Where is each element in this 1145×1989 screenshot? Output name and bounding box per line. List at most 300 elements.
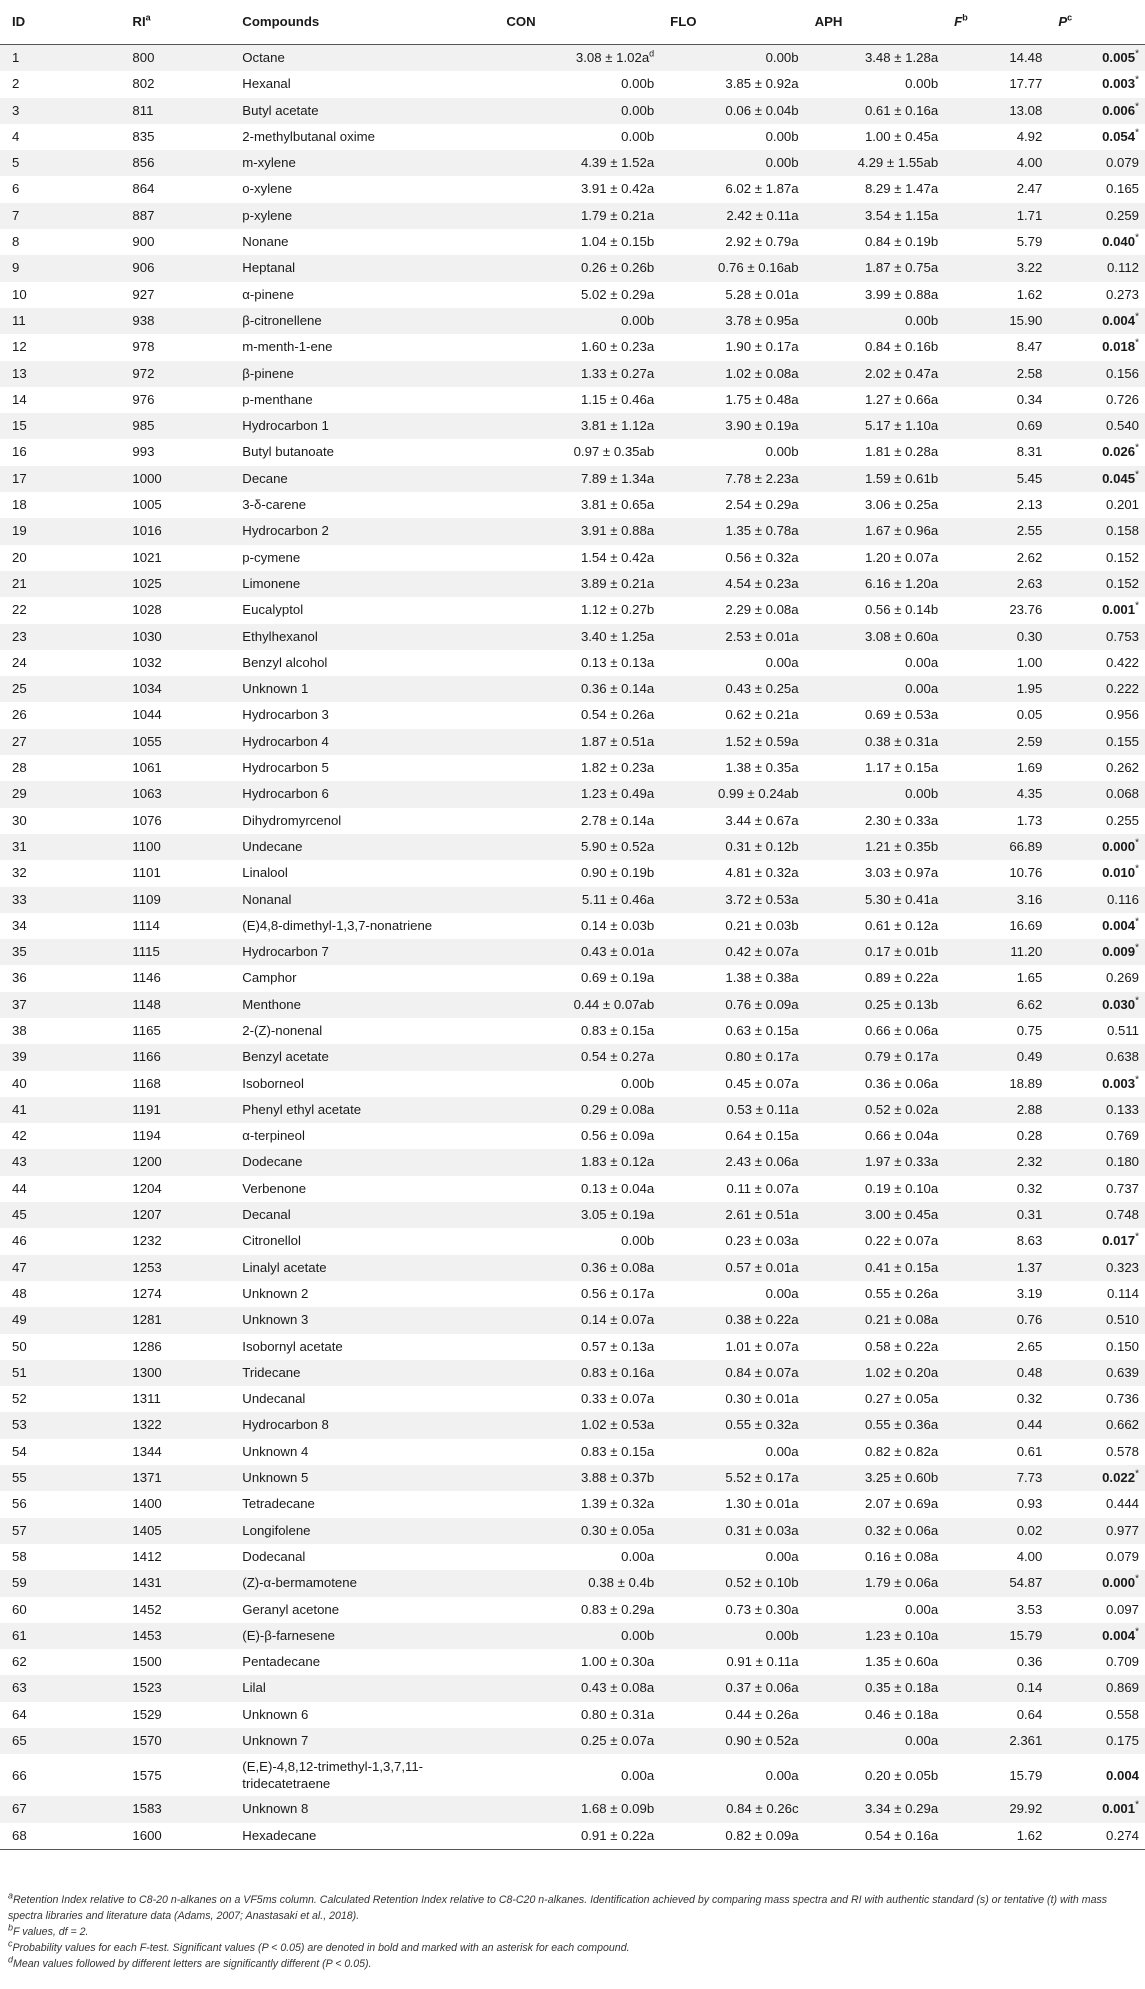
- significance-asterisk: *: [1135, 101, 1139, 113]
- cell-ri: 1025: [82, 571, 234, 597]
- cell-aph: 0.54 ± 0.16a: [807, 1823, 947, 1850]
- cell-aph: 0.55 ± 0.36a: [807, 1412, 947, 1438]
- cell-f: 2.47: [1016, 181, 1043, 197]
- table-row: [0, 124, 1145, 150]
- cell-ri: 1146: [132, 970, 161, 986]
- cell-f: 13.08: [946, 98, 1050, 124]
- cell-f: 3.19: [1016, 1285, 1043, 1301]
- significance-asterisk: *: [1135, 600, 1139, 612]
- cell-flo: 0.63 ± 0.15a: [725, 1022, 799, 1038]
- cell-id: 17: [0, 466, 82, 492]
- cell-compound: Isoborneol: [242, 1075, 304, 1091]
- cell-flo: 0.00b: [662, 45, 806, 72]
- cell-con: 0.91 ± 0.22a: [498, 1823, 662, 1850]
- cell-p: 0.054*: [1102, 127, 1139, 144]
- cell-flo: 2.61 ± 0.51a: [662, 1202, 806, 1228]
- cell-aph: 0.84 ± 0.16b: [864, 339, 939, 355]
- table-row: [0, 1412, 1145, 1438]
- cell-id: 52: [12, 1391, 27, 1407]
- cell-compound: Geranyl acetone: [242, 1601, 340, 1617]
- cell-con: 0.56 ± 0.17a: [580, 1285, 655, 1301]
- cell-p: 0.026*: [1102, 443, 1139, 460]
- header-p: $P^c$: [1050, 0, 1145, 45]
- table-row: [0, 150, 1145, 176]
- header-compounds: Compounds: [234, 0, 498, 45]
- table-row: [0, 1728, 1145, 1754]
- cell-id: 15: [0, 413, 82, 439]
- cell-id: 40: [12, 1075, 27, 1091]
- cell-id: 7: [0, 203, 82, 229]
- cell-id: 41: [0, 1097, 82, 1123]
- cell-compound: 3-δ-carene: [242, 497, 307, 513]
- cell-p: 0.422: [1105, 654, 1139, 670]
- cell-id: 35: [0, 939, 82, 965]
- cell-con: 5.11 ± 0.46a: [498, 887, 662, 913]
- cell-ri: 1529: [132, 1706, 162, 1722]
- cell-flo: 0.31 ± 0.03a: [662, 1518, 806, 1544]
- cell-ri: 1168: [132, 1075, 161, 1091]
- table-row: [0, 1465, 1145, 1491]
- cell-compound: Butyl butanoate: [242, 444, 334, 460]
- cell-p: 0.180: [1050, 1149, 1145, 1175]
- cell-f: 6.62: [946, 992, 1050, 1018]
- cell-ri: 1076: [132, 812, 162, 828]
- cell-p: 0.222: [1050, 676, 1145, 702]
- cell-ri: 1044: [132, 707, 162, 723]
- cell-con: 0.54 ± 0.27a: [498, 1044, 662, 1070]
- cell-compound: Camphor: [242, 970, 297, 986]
- cell-compound: Unknown 2: [242, 1285, 309, 1301]
- cell-p: 0.030*: [1050, 992, 1145, 1018]
- cell-aph: 2.02 ± 0.47a: [807, 361, 947, 387]
- significance-asterisk: *: [1135, 127, 1139, 139]
- cell-ri: 1028: [132, 602, 162, 618]
- cell-f: 11.20: [946, 939, 1050, 965]
- cell-aph: 5.30 ± 0.41a: [807, 887, 947, 913]
- cell-compound: β-pinene: [234, 361, 498, 387]
- table-row: [0, 781, 1145, 807]
- cell-compound: Dodecane: [234, 1149, 498, 1175]
- table-row: [0, 965, 1145, 991]
- table-row: [0, 676, 1145, 702]
- cell-p: 0.737: [1105, 1180, 1139, 1196]
- cell-con: 0.33 ± 0.07a: [580, 1391, 655, 1407]
- cell-ri: 856: [82, 150, 234, 176]
- cell-f: 1.00: [1016, 654, 1043, 670]
- cell-p: 0.753: [1050, 624, 1145, 650]
- cell-f: 0.14: [946, 1675, 1050, 1701]
- cell-ri: 1115: [82, 939, 234, 965]
- table-row: [0, 71, 1145, 97]
- cell-p: 0.022*: [1050, 1465, 1145, 1491]
- cell-con: 0.38 ± 0.4b: [498, 1570, 662, 1596]
- cell-compound: Dodecanal: [242, 1548, 306, 1564]
- cell-ri: 1274: [132, 1285, 162, 1301]
- cell-flo: 0.64 ± 0.15a: [725, 1128, 799, 1144]
- cell-compound: Verbenone: [242, 1180, 307, 1196]
- significance-asterisk: *: [1135, 337, 1139, 349]
- cell-f: 0.31: [946, 1202, 1050, 1228]
- cell-flo: 0.56 ± 0.32a: [725, 549, 799, 565]
- cell-f: 0.30: [946, 624, 1050, 650]
- cell-con: 1.60 ± 0.23a: [580, 339, 655, 355]
- cell-f: 0.28: [1016, 1128, 1043, 1144]
- cell-con: 3.88 ± 0.37b: [498, 1465, 662, 1491]
- cell-f: 0.93: [1016, 1496, 1043, 1512]
- cell-aph: 0.00a: [905, 654, 939, 670]
- table-row: [0, 1518, 1145, 1544]
- cell-compound: o-xylene: [242, 181, 293, 197]
- cell-con: 1.00 ± 0.30a: [580, 1654, 655, 1670]
- cell-id: 26: [12, 707, 27, 723]
- cell-flo: 0.99 ± 0.24ab: [662, 781, 806, 807]
- cell-p: 0.017*: [1102, 1231, 1139, 1249]
- cell-compound: (E)4,8-dimethyl-1,3,7-nonatriene: [242, 917, 433, 933]
- cell-id: 37: [0, 992, 82, 1018]
- cell-flo: 0.00a: [765, 654, 799, 670]
- cell-f: 2.63: [946, 571, 1050, 597]
- table-row: [0, 887, 1145, 913]
- header-flo: FLO: [662, 0, 806, 45]
- cell-ri: 1005: [132, 497, 162, 513]
- header-ri: $RI^a$: [82, 0, 234, 45]
- cell-compound: Unknown 8: [234, 1796, 498, 1822]
- table-row: [0, 1123, 1145, 1149]
- cell-compound: Hydrocarbon 7: [234, 939, 498, 965]
- cell-id: 54: [12, 1443, 27, 1459]
- cell-id: 5: [0, 150, 82, 176]
- cell-con: 0.00b: [621, 76, 655, 92]
- cell-f: 14.48: [946, 45, 1050, 72]
- cell-p: 0.004*: [1102, 916, 1139, 933]
- table-row: [0, 1491, 1145, 1517]
- cell-f: 0.75: [1016, 1022, 1043, 1038]
- cell-ri: 1253: [82, 1255, 234, 1281]
- cell-ri: 1311: [132, 1391, 161, 1407]
- cell-ri: 1200: [82, 1149, 234, 1175]
- cell-p: 0.662: [1050, 1412, 1145, 1438]
- cell-id: 38: [12, 1022, 27, 1038]
- table-row: [0, 1202, 1145, 1228]
- cell-aph: 0.89 ± 0.22a: [864, 970, 939, 986]
- cell-f: 0.02: [946, 1518, 1050, 1544]
- cell-aph: 0.66 ± 0.04a: [864, 1128, 939, 1144]
- cell-id: 49: [0, 1307, 82, 1333]
- cell-aph: 1.20 ± 0.07a: [864, 549, 939, 565]
- cell-flo: 3.90 ± 0.19a: [662, 413, 806, 439]
- cell-p: 0.018*: [1102, 337, 1139, 355]
- cell-f: 2.88: [946, 1097, 1050, 1123]
- cell-aph: 0.22 ± 0.07a: [864, 1233, 939, 1249]
- cell-flo: 1.38 ± 0.38a: [725, 970, 799, 986]
- cell-ri: 900: [132, 234, 155, 250]
- table-row: [0, 1823, 1145, 1850]
- cell-compound: Hydrocarbon 8: [234, 1412, 498, 1438]
- cell-flo: 0.43 ± 0.25a: [662, 676, 806, 702]
- table-row: [0, 1597, 1145, 1623]
- table-row: [0, 282, 1145, 308]
- cell-p: 0.152: [1105, 549, 1139, 565]
- cell-ri: 1583: [82, 1796, 234, 1822]
- cell-flo: 2.29 ± 0.08a: [725, 602, 799, 618]
- cell-con: 1.33 ± 0.27a: [498, 361, 662, 387]
- table-row: [0, 1281, 1145, 1307]
- cell-compound: β-citronellene: [234, 308, 498, 334]
- cell-id: 30: [12, 812, 27, 828]
- cell-f: 66.89: [946, 834, 1050, 860]
- cell-ri: 978: [132, 339, 155, 355]
- cell-compound: Menthone: [234, 992, 498, 1018]
- table-row: [0, 334, 1145, 360]
- table-row: [0, 597, 1145, 623]
- cell-p: 0.444: [1105, 1496, 1139, 1512]
- cell-aph: 0.36 ± 0.06a: [864, 1075, 939, 1091]
- cell-p: 0.068: [1050, 781, 1145, 807]
- table-row: [0, 1255, 1145, 1281]
- cell-p: 0.709: [1105, 1654, 1139, 1670]
- cell-con: 0.00b: [621, 1233, 655, 1249]
- cell-flo: 1.01 ± 0.07a: [725, 1338, 799, 1354]
- cell-f: 0.61: [1016, 1443, 1043, 1459]
- cell-f: 0.69: [946, 413, 1050, 439]
- table-row: [0, 1675, 1145, 1701]
- table-row: [0, 1228, 1145, 1254]
- cell-aph: 0.61 ± 0.12a: [864, 917, 939, 933]
- cell-p: 0.273: [1105, 286, 1139, 302]
- cell-ri: 1281: [82, 1307, 234, 1333]
- cell-flo: 0.00a: [765, 1767, 799, 1783]
- cell-p: 0.097: [1105, 1601, 1139, 1617]
- cell-flo: 0.38 ± 0.22a: [662, 1307, 806, 1333]
- table-row: [0, 1386, 1145, 1412]
- cell-aph: 3.48 ± 1.28a: [807, 45, 947, 72]
- cell-flo: 0.90 ± 0.52a: [662, 1728, 806, 1754]
- cell-id: 13: [0, 361, 82, 387]
- cell-con: 3.05 ± 0.19a: [498, 1202, 662, 1228]
- cell-id: 50: [12, 1338, 27, 1354]
- cell-con: 1.79 ± 0.21a: [498, 203, 662, 229]
- table-row: [0, 229, 1145, 255]
- cell-flo: 0.45 ± 0.07a: [725, 1075, 799, 1091]
- cell-con: 0.36 ± 0.08a: [498, 1255, 662, 1281]
- cell-flo: 0.37 ± 0.06a: [662, 1675, 806, 1701]
- cell-ri: 887: [82, 203, 234, 229]
- cell-con: 7.89 ± 1.34a: [498, 466, 662, 492]
- cell-id: 39: [0, 1044, 82, 1070]
- cell-p: 0.510: [1050, 1307, 1145, 1333]
- cell-ri: 1286: [132, 1338, 162, 1354]
- cell-con: 0.29 ± 0.08a: [498, 1097, 662, 1123]
- cell-compound: p-menthane: [242, 391, 313, 407]
- cell-f: 0.34: [1016, 391, 1043, 407]
- table-row: [0, 702, 1145, 728]
- cell-ri: 1063: [82, 781, 234, 807]
- cell-id: 53: [0, 1412, 82, 1438]
- cell-f: 0.32: [1016, 1180, 1043, 1196]
- cell-p: 0.511: [1106, 1022, 1139, 1038]
- cell-p: 0.638: [1050, 1044, 1145, 1070]
- cell-aph: 0.58 ± 0.22a: [864, 1338, 939, 1354]
- cell-id: 14: [12, 391, 27, 407]
- cell-flo: 0.00b: [662, 150, 806, 176]
- cell-id: 56: [12, 1496, 27, 1512]
- cell-flo: 5.52 ± 0.17a: [662, 1465, 806, 1491]
- cell-ri: 1431: [82, 1570, 234, 1596]
- table-row: [0, 413, 1145, 439]
- cell-f: 0.05: [1016, 707, 1043, 723]
- cell-f: 8.47: [1016, 339, 1043, 355]
- cell-flo: 0.84 ± 0.07a: [662, 1360, 806, 1386]
- cell-ri: 1405: [82, 1518, 234, 1544]
- footnote-d: $^d$Mean values followed by different letters are significantly different (P < 0.05).: [8, 1954, 372, 1970]
- cell-f: 15.79: [946, 1623, 1050, 1649]
- cell-f: 4.00: [1016, 1548, 1043, 1564]
- cell-p: 0.150: [1105, 1338, 1139, 1354]
- cell-con: 5.90 ± 0.52a: [498, 834, 662, 860]
- table-row: [0, 939, 1145, 965]
- cell-id: 51: [0, 1360, 82, 1386]
- cell-ri: 1030: [82, 624, 234, 650]
- cell-id: 67: [0, 1796, 82, 1822]
- cell-f: 1.69: [1016, 760, 1043, 776]
- cell-f: 2.32: [946, 1149, 1050, 1175]
- cell-compound: Phenyl ethyl acetate: [234, 1097, 498, 1123]
- cell-id: 31: [0, 834, 82, 860]
- cell-id: 32: [12, 865, 27, 881]
- cell-compound: (E)-β-farnesene: [234, 1623, 498, 1649]
- cell-ri: 1061: [132, 760, 162, 776]
- cell-compound: Nonanal: [234, 887, 498, 913]
- cell-aph: 0.21 ± 0.08a: [807, 1307, 947, 1333]
- cell-con: 0.83 ± 0.15a: [580, 1022, 655, 1038]
- cell-con: 0.14 ± 0.07a: [498, 1307, 662, 1333]
- cell-p: 0.748: [1050, 1202, 1145, 1228]
- cell-p: 0.165: [1105, 181, 1139, 197]
- cell-id: 66: [12, 1767, 27, 1783]
- cell-con: 0.43 ± 0.08a: [498, 1675, 662, 1701]
- cell-compound: Hydrocarbon 3: [242, 707, 329, 723]
- cell-p: 0.005*: [1050, 45, 1145, 72]
- cell-flo: 0.82 ± 0.09a: [662, 1823, 806, 1850]
- cell-aph: 0.79 ± 0.17a: [807, 1044, 947, 1070]
- table-row: [0, 1097, 1145, 1123]
- cell-f: 0.76: [946, 1307, 1050, 1333]
- header-con: CON: [498, 0, 662, 45]
- cell-flo: 0.11 ± 0.07a: [726, 1180, 799, 1196]
- cell-con: $3.08 \pm 1.02a^d$: [498, 45, 662, 72]
- cell-flo: 0.76 ± 0.09a: [662, 992, 806, 1018]
- cell-flo: 1.30 ± 0.01a: [725, 1496, 799, 1512]
- cell-f: 3.22: [946, 255, 1050, 281]
- cell-flo: 0.73 ± 0.30a: [725, 1601, 799, 1617]
- cell-ri: 802: [132, 76, 155, 92]
- cell-aph: 3.08 ± 0.60a: [807, 624, 947, 650]
- cell-aph: 2.30 ± 0.33a: [864, 812, 939, 828]
- cell-p: 0.274: [1050, 1823, 1145, 1850]
- cell-id: 64: [12, 1706, 27, 1722]
- cell-flo: 2.42 ± 0.11a: [662, 203, 806, 229]
- cell-p: 0.000*: [1050, 834, 1145, 860]
- cell-compound: m-xylene: [234, 150, 498, 176]
- cell-id: 63: [0, 1675, 82, 1701]
- cell-aph: 6.16 ± 1.20a: [807, 571, 947, 597]
- cell-compound: Heptanal: [234, 255, 498, 281]
- table-row: [0, 650, 1145, 676]
- cell-flo: 2.92 ± 0.79a: [725, 234, 799, 250]
- cell-aph: 0.00b: [905, 76, 939, 92]
- table-row: [0, 1176, 1145, 1202]
- cell-compound: Hydrocarbon 6: [234, 781, 498, 807]
- cell-flo: 1.52 ± 0.59a: [662, 729, 806, 755]
- cell-id: 28: [12, 760, 27, 776]
- cell-f: 15.79: [1009, 1767, 1043, 1783]
- cell-aph: 1.00 ± 0.45a: [864, 128, 939, 144]
- cell-f: 0.44: [946, 1412, 1050, 1438]
- table-row: [0, 361, 1145, 387]
- table-row: [0, 860, 1145, 886]
- cell-ri: 1300: [82, 1360, 234, 1386]
- cell-con: 0.14 ± 0.03b: [580, 917, 655, 933]
- cell-p: 0.001*: [1102, 600, 1139, 618]
- significance-asterisk: *: [1135, 1231, 1139, 1243]
- cell-id: 68: [0, 1823, 82, 1850]
- cell-id: 29: [0, 781, 82, 807]
- cell-ri: 1232: [132, 1233, 162, 1249]
- cell-con: 3.40 ± 1.25a: [498, 624, 662, 650]
- cell-flo: 4.81 ± 0.32a: [725, 865, 799, 881]
- cell-aph: 0.00a: [807, 676, 947, 702]
- cell-con: 0.97 ± 0.35ab: [573, 444, 655, 460]
- cell-ri: 1016: [82, 518, 234, 544]
- table-row: [0, 1307, 1145, 1333]
- cell-p: 0.201: [1105, 497, 1139, 513]
- cell-p: 0.004*: [1050, 1623, 1145, 1649]
- cell-con: 1.12 ± 0.27b: [580, 602, 655, 618]
- significance-asterisk: *: [1135, 232, 1139, 244]
- cell-con: 0.83 ± 0.16a: [498, 1360, 662, 1386]
- significance-asterisk: *: [1135, 48, 1139, 60]
- cell-id: 65: [0, 1728, 82, 1754]
- significance-asterisk: *: [1135, 74, 1139, 86]
- table-row: [0, 1754, 1145, 1796]
- cell-flo: 0.00b: [662, 1623, 806, 1649]
- cell-f: 1.65: [1016, 970, 1043, 986]
- cell-ri: 972: [82, 361, 234, 387]
- cell-p: 0.006*: [1050, 98, 1145, 124]
- cell-aph: 0.00a: [905, 1601, 939, 1617]
- cell-ri: 1166: [82, 1044, 234, 1070]
- cell-ri: 1453: [82, 1623, 234, 1649]
- cell-f: 5.45: [946, 466, 1050, 492]
- cell-compound: 2-(Z)-nonenal: [242, 1022, 323, 1038]
- cell-ri: 1114: [132, 917, 160, 933]
- significance-asterisk: *: [1135, 916, 1139, 928]
- cell-id: 11: [0, 308, 82, 334]
- cell-ri: 1148: [82, 992, 234, 1018]
- cell-p: 0.323: [1050, 1255, 1145, 1281]
- cell-compound: 2-methylbutanal oxime: [242, 128, 375, 144]
- table-row: [0, 1334, 1145, 1360]
- cell-p: 0.156: [1050, 361, 1145, 387]
- table-body: [0, 45, 1145, 1850]
- cell-p: 0.010*: [1102, 863, 1139, 881]
- cell-compound: (E,E)-4,8,12-trimethyl-1,3,7,11-tridecatetraene: [242, 1759, 424, 1792]
- cell-id: 62: [12, 1654, 27, 1670]
- cell-flo: 2.54 ± 0.29a: [725, 497, 799, 513]
- cell-ri: 835: [132, 128, 155, 144]
- cell-flo: 0.00b: [765, 128, 799, 144]
- cell-flo: 0.44 ± 0.26a: [725, 1706, 799, 1722]
